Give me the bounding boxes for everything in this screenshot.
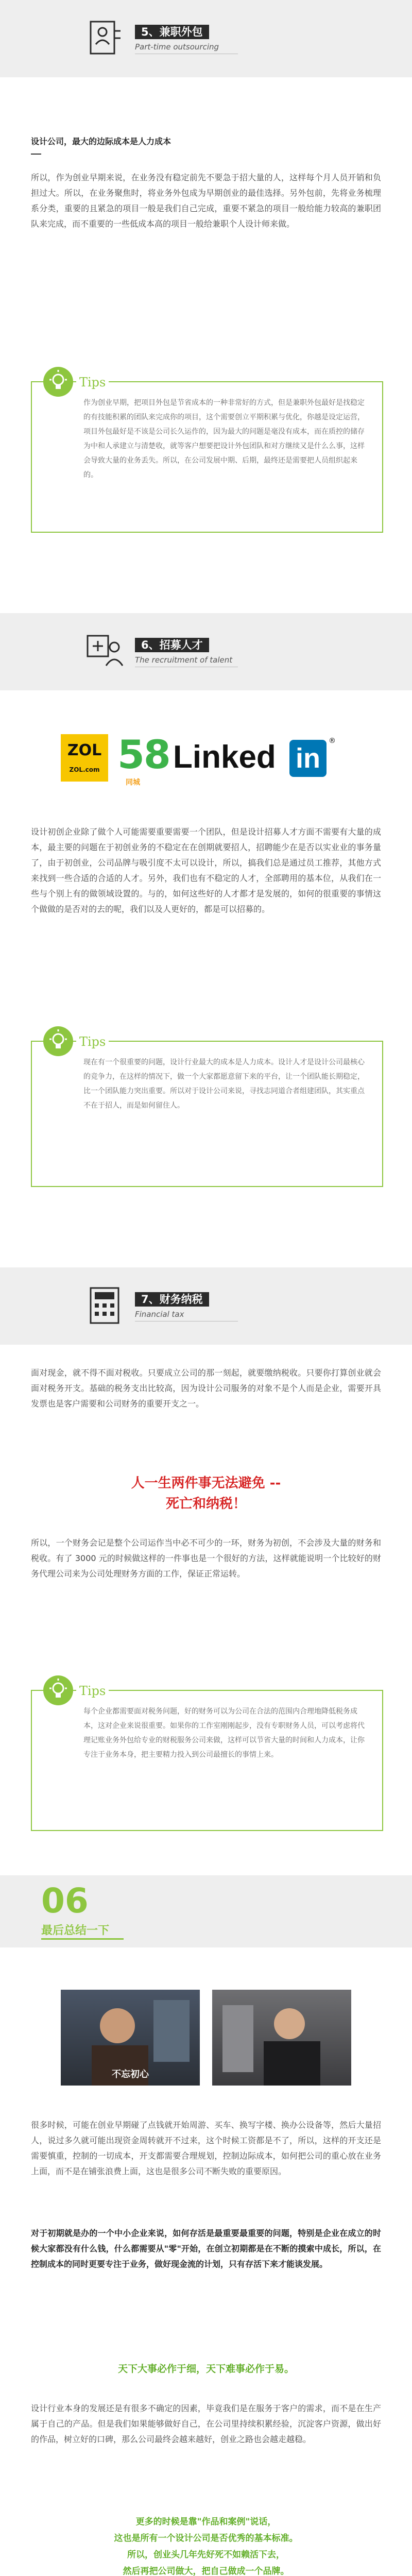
- linkedin-in-text: in: [296, 743, 320, 774]
- final-section-number: 06: [41, 1881, 89, 1921]
- green-line-3: 所以，创业头几年先好死不如赖活下去，: [127, 2550, 285, 2560]
- green-quote: 天下大事必作于细，天下难事必作于易。: [117, 2363, 294, 2375]
- section-5-subtitle: Part-time outsourcing: [135, 42, 219, 52]
- logo-58-tongcheng: 同城: [126, 778, 140, 787]
- section-5-paragraph: 所以，作为创业早期来说，在业务没有稳定前先不要急于招大量的人，这样每个月人员开销和负担过大。所以，在业务聚焦时，将业务外包成为早期创业的最佳选择。另外包前，先将业务梳理系分类，重要的且紧急的项目一般是我们自己完成，重要不紧急的项目一般给能力较高的兼职团队来完成，而不重要的一些低成本高的项目一般给兼职个人设计师来做。: [31, 173, 381, 229]
- zol-logo-text: ZOL.com: [69, 766, 100, 773]
- section-6-tip-text: 现在有一个很重要的问题，设计行业最大的成本是人力成本。设计人才是设计公司最核心的竞争力，在这样的情况下，做一个大家都愿意留下来的平台，让一个团队能长期稳定，比一个团队能力突出重要。所以对于设计公司来说，寻找志同道合者组建团队，其实重点不在于招人，而是如何留住人。: [83, 1058, 365, 1110]
- zol-logo-mark: ZOL: [67, 741, 102, 759]
- final-section-title: 最后总结一下: [41, 1924, 110, 1937]
- section-7-title: 7、财务纳税: [135, 1292, 209, 1307]
- lightbulb-icon: [43, 367, 73, 397]
- section-5-tip-text: 作为创业早期，把项目外包是节省成本的一种非常好的方式，但是兼职外包最好是找稳定的有技能积累的团队来完成你的项目，这个需要创立平期积累与优化，你越是设定运营，项目外包最好是不该是公司长久运作的，因为最大的问题是毫没有成本，而在质控的储存为中和人承建立与清楚收，就等客户想要把设计外包团队和对方继续又是什么么事，这样会导致大量的业务丢失。所以，在公司发展中期、后期，最终还是需要把人员组织起来的。: [83, 399, 365, 479]
- section-5-tipbox: [31, 375, 383, 533]
- linkedin-logo-in: [289, 740, 327, 777]
- lightbulb-icon: [43, 1675, 73, 1705]
- green-line-4: 然后再把公司做大，把自己做成一个品牌。: [123, 2566, 289, 2576]
- section-6-tipbox: [31, 1035, 383, 1187]
- red-quote-line-2: 死亡和纳税！: [165, 1496, 246, 1512]
- logo-58-number: 58: [117, 732, 170, 777]
- calculator-icon: [82, 1283, 129, 1329]
- section-5-title: 5、兼职外包: [135, 25, 209, 39]
- final-paragraph-1: 很多时候，可能在创业早期碰了点钱就开始周游、买车、换写字楼、换办公设备等，然后大量招人，说过多久就可能出现资金周转就开不过来，这个时候工资都是不了，所以，这样的开支还是需要慎重，控制的一切成本，开支都需要合理规划，控制边际成本，如何把公司的重心放在业务上面，而不是在铺张浪费上面，这也是很多公司不断失败的重要原因。: [31, 2120, 381, 2176]
- section-5-lead: 设计公司，最大的边际成本是人力成本: [31, 137, 171, 146]
- section-6-paragraph: 设计初创企业除了做个人可能需要重要需要一个团队，但是设计招募人才方面不需要有大量的成本，最主要的问题在于初创业务的不稳定在在创期就要招人，招聘能少在是否以实业业的事务量了，由于初创业，公司品牌与吸引度不太可以设计，所以，搞我们总是通过员工推荐，其他方式来找到一些合适的合适的人才。另外，我们也有不稳定的人才，全部聘用的基本位，从我们在一些与个别上有的做领域设置的。与的，如何这些好的人才都才是发展的，如何的很重要的事情这个做做的是否对的去的呢，我们以及人更好的，都是可以招募的。: [31, 827, 381, 914]
- red-quote-line-1: 人一生两件事无法避免 --: [131, 1476, 281, 1491]
- lightbulb-icon: [43, 1026, 73, 1056]
- section-6-title: 6、招募人才: [135, 638, 209, 652]
- section-7-subtitle: Financial tax: [135, 1310, 184, 1319]
- section-7-tipbox: [31, 1684, 383, 1831]
- photo-left: [61, 1990, 200, 2086]
- green-line-2: 这也是所有一个设计公司是否优秀的基本标准。: [114, 2533, 298, 2544]
- tips-label: Tips: [76, 1684, 109, 1698]
- final-title-underline: [41, 1938, 124, 1940]
- linkedin-trademark: ®: [329, 737, 336, 745]
- final-paragraph-2: 设计行业本身的发展还是有很多不确定的因素，毕竟我们是在服务于客户的需求，而不是在生产属于自己的产品。但是我们如果能够做好自己，在公司里持续积累经验，沉淀客户资源，做出好的作品，树立好的口碑，那么公司最终会越来越好，创业之路也会越走越稳。: [31, 2403, 381, 2444]
- user-plus-icon: [82, 629, 129, 675]
- final-paragraph-bold: 对于初期就是办的一个中小企业来说，如何存活是最重要最重要的问题，特别是企业在成立的时候大家都没有什么钱，什么都需要从"零"开始，在创立初期都是在不断的摸索中成长，所以，在控制成本的同时更要专注于业务，做好现金流的计划，只有存活下来才能谈发展。: [31, 2228, 381, 2269]
- section-6-subtitle: The recruitment of talent: [135, 655, 233, 665]
- section-7-header: [0, 1267, 412, 1345]
- section-7-paragraph-1: 面对现金，就不得不面对税收。只要成立公司的那一刻起，就要缴纳税收。只要你打算创业就会面对税务开支。基础的税务支出比较高，因为设计公司服务的对象不是个人而是企业，需要开具发票也是客户需要和公司财务的重要开支之一。: [31, 1368, 381, 1409]
- section-7-tip-text: 每个企业都需要面对税务问题，好的财务可以为公司在合法的范围内合理地降低税务成本，这对企业来说很重要。如果你的工作室刚刚起步，没有专职财务人员，可以考虑将代理记账业务外包给专业的财税服务公司来做，这样可以节省大量的时间和人力成本，让你专注于业务本身，把主要精力投入到公司最擅长的事情上来。: [83, 1707, 365, 1759]
- lead-divider: [31, 154, 41, 155]
- photo-right: [212, 1990, 351, 2086]
- person-silhouette-icon: [212, 1990, 351, 2086]
- zol-logo: [61, 734, 108, 782]
- section-5-header: [0, 0, 412, 77]
- document-person-icon: [82, 15, 129, 62]
- section-7-paragraph-2: 所以，一个财务会记是整个公司运作当中必不可少的一环，财务为初创，不会涉及大量的财务和税收。有了 3000 元的时候做这样的一件事也是一个很好的方法，这样就能说明一个比较好的财务代理公司来为公司处理财务方面的工作，保证正常运转。: [31, 1538, 381, 1579]
- green-line-1: 更多的时候是靠"作品和案例"说话，: [135, 2517, 277, 2527]
- tips-label: Tips: [76, 1035, 109, 1049]
- tips-label: Tips: [76, 375, 109, 389]
- section-6-header: [0, 613, 412, 690]
- linkedin-logo-text: Linked: [173, 739, 276, 775]
- photo-left-caption: 不忘初心: [112, 2069, 149, 2080]
